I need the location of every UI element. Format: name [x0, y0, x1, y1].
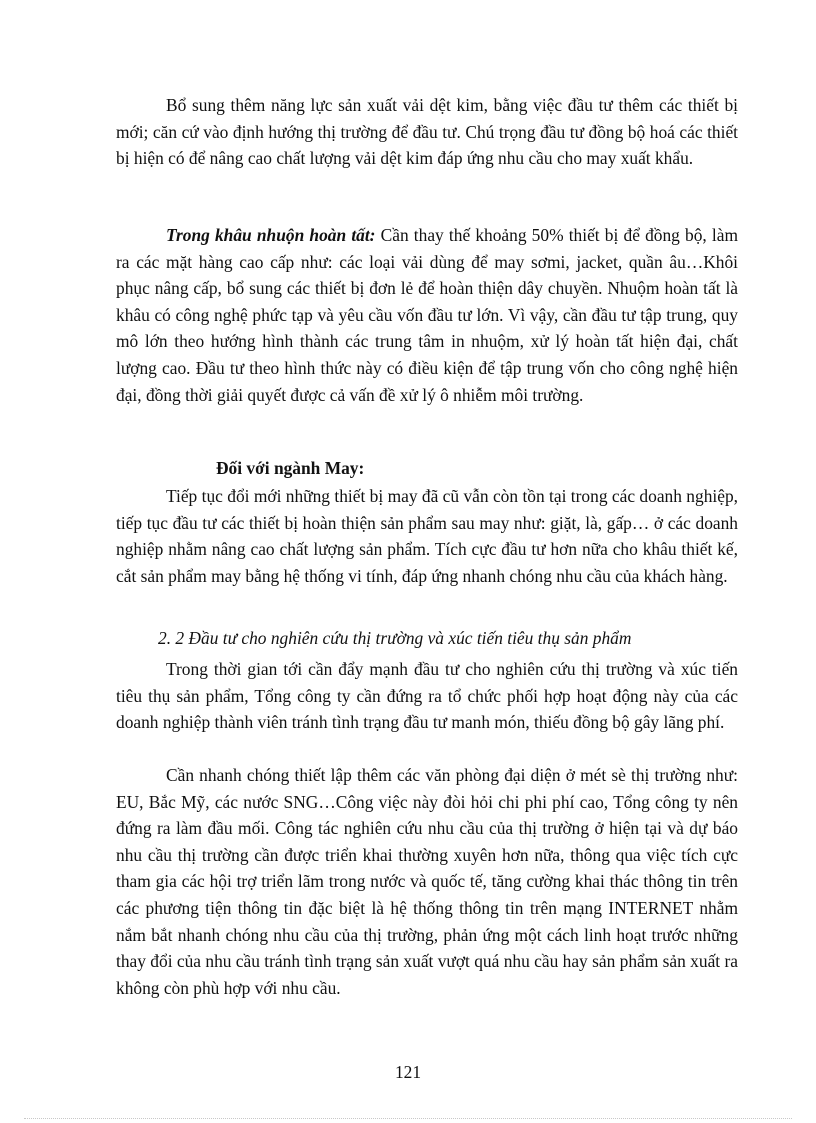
paragraph-garment: Tiếp tục đổi mới những thiết bị may đã cũ vẫn còn tồn tại trong các doanh nghiệp, tiếp tục đầu tư các thiết bị hoàn thiện sản phẩm sau may như: giặt, là, gấp… ở các doanh nghiệp nhằm nâng cao chất lượng sản phẩm. Tích cực đầu tư hơn nữa cho khâu thiết kế, cắt sản phẩm may bằng hệ thống vi tính, đáp ứng nhanh chóng nhu cầu của khách hàng.: [116, 486, 738, 586]
page-number: 121: [394, 1062, 422, 1082]
section-heading-garment: Đối với ngành May:: [216, 458, 365, 478]
footer-divider: [24, 1118, 792, 1119]
paragraph-dyeing-finishing: [116, 222, 738, 408]
subsection-heading: 2. 2 Đầu tư cho nghiên cứu thị trường và xúc tiến tiêu thụ sản phẩm: [158, 628, 632, 648]
paragraph-lead-label: Trong khâu nhuộn hoàn tất:: [166, 225, 376, 245]
paragraph-market-research: Trong thời gian tới cần đẩy mạnh đầu tư cho nghiên cứu thị trường và xúc tiến tiêu thụ sản phẩm, Tổng công ty cần đứng ra tổ chức phối hợp hoạt động này của các doanh nghiệp thành viên tránh tình trạng đầu tư manh món, thiếu đồng bộ gây lãng phí.: [116, 659, 738, 733]
paragraph-knit-fabric: Bổ sung thêm năng lực sản xuất vải dệt kim, bằng việc đầu tư thêm các thiết bị mới; căn cứ vào định hướng thị trường để đầu tư. Chú trọng đầu tư đồng bộ hoá các thiết bị hiện có để nâng cao chất lượng vải dệt kim đáp ứng nhu cầu cho may xuất khẩu.: [116, 95, 738, 169]
paragraph-representative-offices: Cần nhanh chóng thiết lập thêm các văn phòng đại diện ở mét sè thị trường như: EU, Bắc Mỹ, các nước SNG…Công việc này đòi hỏi chi phi phí cao, Tổng công ty nên đứng ra làm đầu mối. Công tác nghiên cứu nhu cầu của thị trường ở hiện tại và dự báo nhu cầu thị trường cần được triển khai thường xuyên hơn nữa, thông qua việc tích cực tham gia các hội trợ triển lãm trong nước và quốc tế, tăng cường khai thác thông tin trên các phương tiện thông tin đặc biệt là hệ thống thông tin trên mạng INTERNET nhằm nắm bắt nhanh chóng nhu cầu của thị trường, phản ứng một cách linh hoạt trước những thay đổi của nhu cầu tránh tình trạng sản xuất vượt quá nhu cầu hay sản phẩm sản xuất ra không còn phù hợp với nhu cầu.: [116, 765, 738, 998]
paragraph-body: Cần thay thế khoảng 50% thiết bị để đồng bộ, làm ra các mặt hàng cao cấp như: các loại vải dùng để may sơmi, jacket, quần âu…Khôi phục nâng cấp, bổ sung các thiết bị đơn lẻ để hoàn thiện dây chuyền. Nhuộm hoàn tất là khâu có công nghệ phức tạp và yêu cầu vốn đầu tư lớn. Vì vậy, cần đầu tư tập trung, quy mô lớn theo hướng hình thành các trung tâm in nhuộm, xử lý hoàn tất hiện đại, chất lượng cao. Đầu tư theo hình thức này có điều kiện để tập trung vốn cho công nghệ hiện đại, đồng thời giải quyết được cả vấn đề xử lý ô nhiễm môi trường.: [116, 225, 738, 405]
